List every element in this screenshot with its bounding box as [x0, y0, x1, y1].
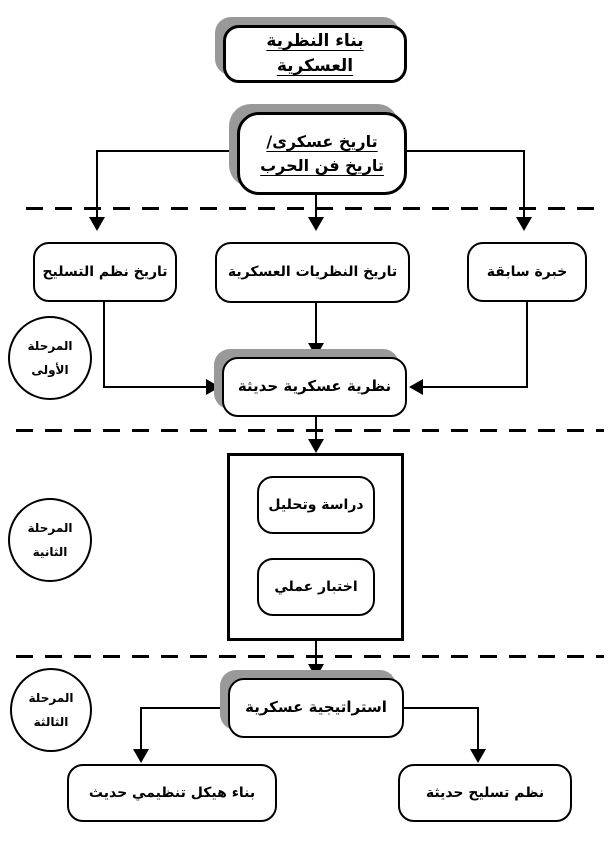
modern-org-structure-text: بناء هيكل تنظيمي حديث: [88, 784, 256, 801]
practical-test-text: اختبار عملي: [274, 578, 358, 595]
practical-test-box: [257, 558, 375, 616]
modern-org-structure-box: [67, 764, 277, 822]
stage3-line2: الثالثة: [33, 715, 69, 729]
modern-theory-text: نظرية عسكرية حديثة: [237, 377, 392, 396]
stage1-line2: الأولى: [31, 363, 69, 377]
arrow-right-icon: [206, 379, 220, 395]
prior-experience-box: [467, 242, 587, 302]
arrow-down-icon: [308, 664, 324, 678]
connector-armament-v: [103, 301, 105, 388]
arrow-down-icon: [470, 749, 486, 763]
armament-history-text: تاريخ نظم التسليح: [42, 263, 168, 280]
source-line1: تاريخ عسكرى/: [266, 132, 378, 152]
connector-strategy-left-v: [140, 707, 142, 750]
title-text: بناء النظرية العسكرية: [266, 31, 364, 76]
stage2-line1: المرحلة: [27, 521, 73, 535]
connector-theories-v: [315, 302, 317, 344]
arrow-down-icon: [308, 343, 324, 357]
connector-source-left-h: [97, 150, 238, 152]
arrow-down-icon: [89, 217, 105, 231]
stage-divider-1: [26, 207, 598, 210]
connector-experience-v: [526, 301, 528, 388]
modern-theory-box: [222, 357, 407, 417]
connector-armament-h: [103, 386, 206, 388]
military-strategy-box: [228, 678, 404, 738]
theories-history-box: [215, 242, 410, 303]
arrow-left-icon: [409, 379, 423, 395]
stage3-circle: [10, 668, 92, 752]
stage1-circle: [8, 316, 92, 400]
arrow-down-icon: [308, 439, 324, 453]
connector-strategy-right-h: [402, 707, 479, 709]
connector-strategy-right-v: [477, 707, 479, 750]
arrow-down-icon: [308, 217, 324, 231]
connector-source-right-h: [406, 150, 524, 152]
study-analysis-text: دراسة وتحليل: [268, 496, 364, 513]
source-box: [237, 112, 407, 195]
stage-divider-3: [16, 655, 604, 658]
theories-history-text: تاريخ النظريات العسكرية: [227, 264, 398, 281]
arrow-down-icon: [516, 217, 532, 231]
stage1-line1: المرحلة: [27, 339, 73, 353]
connector-strategy-left-h: [141, 707, 231, 709]
title-box: [223, 25, 407, 83]
stage-divider-2: [16, 429, 604, 432]
connector-experience-h: [423, 386, 528, 388]
prior-experience-text: خبرة سابقة: [486, 263, 568, 280]
stage2-circle: [8, 498, 92, 582]
stage2-line2: الثانية: [32, 545, 68, 559]
military-strategy-text: استراتيجية عسكرية: [245, 698, 387, 717]
connector-theory-study-v: [315, 416, 317, 440]
source-line2: تاريخ فن الحرب: [260, 155, 384, 175]
modern-armament-box: [398, 764, 572, 822]
modern-armament-text: نظم تسليح حديثة: [425, 784, 545, 801]
connector-study-strategy-v: [315, 640, 317, 665]
stage3-line1: المرحلة: [28, 691, 74, 705]
armament-history-box: [33, 242, 177, 302]
study-analysis-box: [257, 476, 375, 534]
arrow-down-icon: [133, 749, 149, 763]
